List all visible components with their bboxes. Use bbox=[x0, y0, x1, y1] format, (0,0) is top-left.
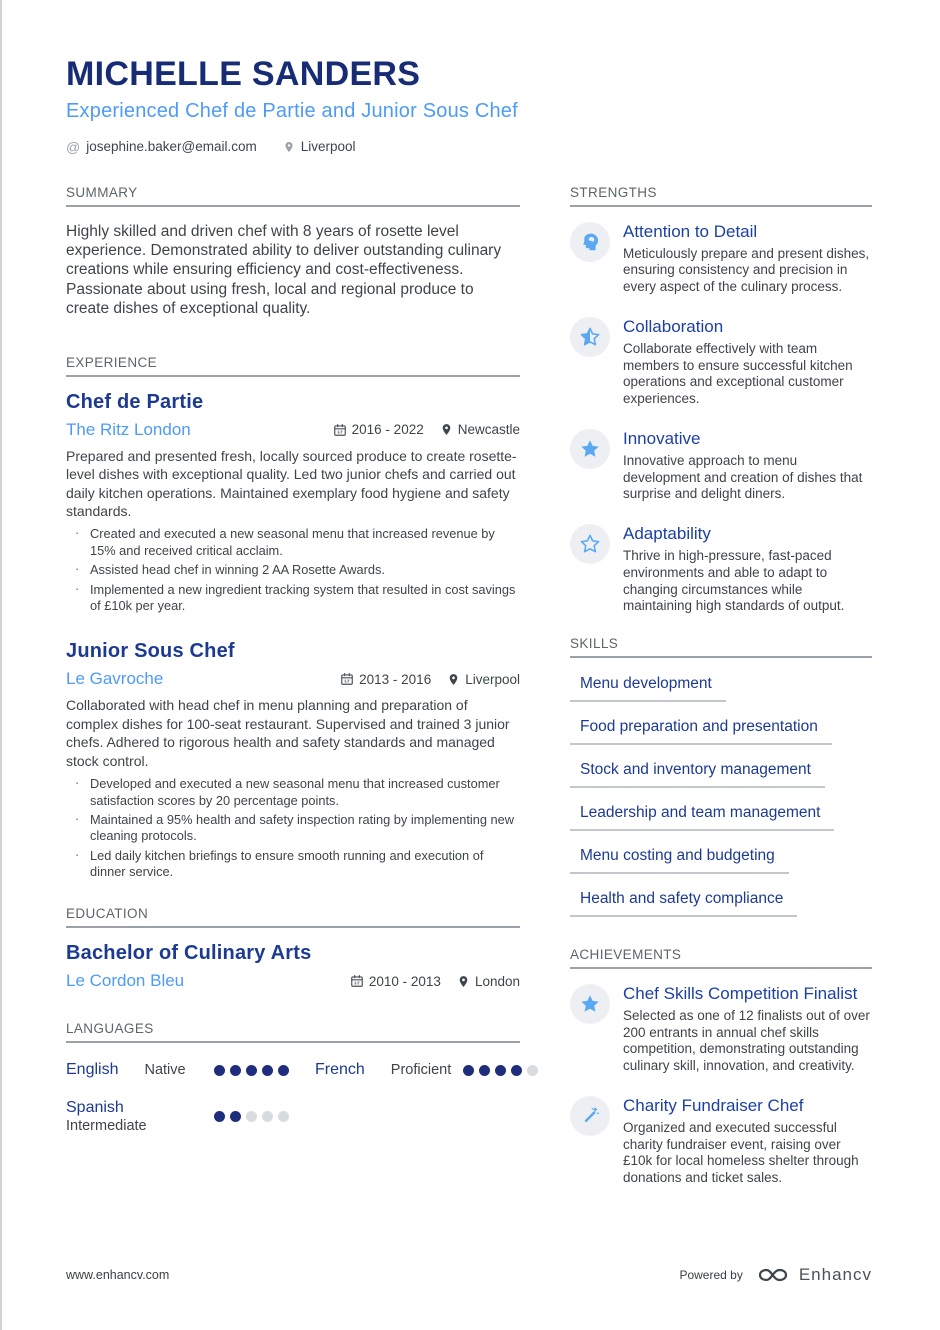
left-column bbox=[66, 185, 520, 1208]
skill-item: Stock and inventory management bbox=[570, 761, 825, 788]
strengths-section bbox=[570, 185, 872, 615]
job-subrow bbox=[66, 420, 520, 440]
calendar-icon bbox=[340, 672, 354, 686]
achievement-item bbox=[570, 1096, 872, 1187]
job-entry bbox=[66, 391, 520, 615]
education-entry bbox=[66, 942, 520, 991]
languages-label: LANGUAGES bbox=[66, 1021, 520, 1043]
contact-row bbox=[66, 139, 872, 155]
education-dates: 2010 - 2013 bbox=[368, 973, 441, 989]
degree-title: Bachelor of Culinary Arts bbox=[66, 942, 312, 965]
strength-title: Adaptability bbox=[623, 524, 711, 544]
skill-item: Food preparation and presentation bbox=[570, 718, 832, 745]
language-name: English bbox=[66, 1061, 119, 1079]
job-bullets bbox=[66, 526, 520, 614]
achievement-text: Selected as one of 12 finalists out of over 200 entrants in annual chef skills competition, demonstrating outstanding culinary skill, innovation, and creativity. bbox=[623, 1007, 870, 1074]
job-location: Newcastle bbox=[457, 422, 520, 438]
job-bullets bbox=[66, 776, 520, 880]
language-level: Native bbox=[144, 1062, 186, 1079]
resume-header bbox=[0, 0, 940, 155]
job-bullet: · Led daily kitchen briefings to ensure smooth running and execution of dinner service. bbox=[66, 848, 520, 881]
achievement-item bbox=[570, 984, 872, 1075]
summary-label: SUMMARY bbox=[66, 185, 520, 207]
location-text: Liverpool bbox=[300, 139, 356, 155]
star-filled-icon bbox=[579, 993, 601, 1015]
language-level: Proficient bbox=[390, 1062, 452, 1079]
star-filled-icon bbox=[579, 438, 601, 460]
location-pin-icon bbox=[283, 140, 295, 154]
powered-by-text: Powered by bbox=[679, 1268, 743, 1282]
job-description: Prepared and presented fresh, locally sourced produce to create rosette-level dishes with exceptional quality. Led two junior chefs and carried out daily kitchen operations. Maintained exemplary food hygiene and safety standards. bbox=[66, 447, 517, 519]
skills-label: SKILLS bbox=[570, 636, 872, 658]
resume-body bbox=[0, 155, 940, 1208]
job-bullet: · Created and executed a new seasonal menu that increased revenue by 15% and received critical acclaim. bbox=[66, 526, 520, 559]
language-rating-dots bbox=[214, 1065, 289, 1076]
language-item bbox=[315, 1061, 538, 1079]
strength-text: Innovative approach to menu development and creation of dishes that surprise and delight diners. bbox=[623, 452, 863, 502]
star-outline-icon bbox=[579, 533, 601, 555]
job-dates: 2016 - 2022 bbox=[351, 422, 424, 438]
job-description: Collaborated with head chef in menu planning and preparation of complex dishes for 100-seat restaurant. Supervised and trained 3 junior chefs. Adhered to rigorous health and safety standards and managed stock control. bbox=[66, 697, 510, 769]
job-title: Chef de Partie bbox=[66, 390, 204, 413]
calendar-icon bbox=[350, 974, 364, 988]
job-bullet: · Assisted head chef in winning 2 AA Rosette Awards. bbox=[66, 562, 520, 578]
achievements-section bbox=[570, 947, 872, 1187]
strength-title: Attention to Detail bbox=[623, 221, 758, 241]
language-name: Spanish bbox=[66, 1099, 124, 1117]
job-bullet: · Maintained a 95% health and safety inspection rating by implementing new cleaning protocols. bbox=[66, 812, 520, 845]
summary-text: Highly skilled and driven chef with 8 years of rosette level experience. Demonstrated ability to deliver outstanding culinary creations while ensuring efficiency and cost-effectiveness. Passionate about using fresh, local and regional produce to create dishes of exceptional quality. bbox=[66, 222, 502, 318]
strength-item bbox=[570, 429, 872, 503]
email-text[interactable]: josephine.baker@email.com bbox=[86, 139, 257, 155]
language-rating-dots bbox=[463, 1065, 538, 1076]
school-name: Le Cordon Bleu bbox=[66, 971, 185, 991]
skill-item: Menu costing and budgeting bbox=[570, 847, 789, 874]
location-item bbox=[283, 139, 356, 154]
right-column bbox=[570, 185, 872, 1208]
strength-item bbox=[570, 317, 872, 408]
education-subrow bbox=[66, 971, 520, 991]
job-meta bbox=[333, 422, 520, 437]
summary-section bbox=[66, 185, 520, 319]
job-bullet: · Developed and executed a new seasonal menu that increased customer satisfaction scores by 20 percentage points. bbox=[66, 776, 520, 809]
language-item bbox=[66, 1061, 289, 1079]
language-name: French bbox=[315, 1061, 365, 1079]
job-dates: 2013 - 2016 bbox=[359, 671, 432, 687]
language-rating-dots bbox=[214, 1111, 289, 1122]
enhancv-brand[interactable] bbox=[755, 1264, 872, 1286]
enhancv-logo-icon bbox=[755, 1264, 791, 1286]
education-location: London bbox=[474, 973, 520, 989]
skills-list bbox=[570, 675, 872, 917]
job-dates-item bbox=[340, 672, 431, 687]
job-entry bbox=[66, 640, 520, 880]
skill-item: Leadership and team management bbox=[570, 804, 834, 831]
strength-title: Innovative bbox=[623, 428, 701, 448]
email-item[interactable] bbox=[66, 139, 257, 155]
job-location-item bbox=[440, 422, 520, 437]
enhancv-brand-name: Enhancv bbox=[798, 1265, 872, 1284]
location-pin-icon bbox=[457, 974, 470, 989]
email-at-icon: @ bbox=[66, 138, 81, 155]
calendar-icon bbox=[333, 423, 347, 437]
achievement-text: Organized and executed successful charity fundraiser event, raising over £10k for local homeless shelter through donations and ticket sales. bbox=[623, 1119, 859, 1186]
languages-section bbox=[66, 1021, 520, 1134]
job-dates-item bbox=[333, 422, 424, 437]
strength-title: Collaboration bbox=[623, 316, 724, 336]
strengths-label: STRENGTHS bbox=[570, 185, 872, 207]
page-footer bbox=[66, 1264, 872, 1286]
language-item bbox=[66, 1099, 289, 1134]
achievement-title: Chef Skills Competition Finalist bbox=[623, 983, 858, 1003]
strength-item bbox=[570, 222, 872, 296]
job-location-item bbox=[447, 672, 520, 687]
half-star-icon bbox=[579, 326, 601, 348]
job-title: Junior Sous Chef bbox=[66, 640, 235, 663]
achievements-label: ACHIEVEMENTS bbox=[570, 947, 872, 969]
language-level: Intermediate bbox=[66, 1118, 147, 1135]
job-location: Liverpool bbox=[465, 671, 520, 687]
education-section bbox=[66, 906, 520, 991]
company-name: The Ritz London bbox=[66, 419, 191, 439]
strength-item bbox=[570, 524, 872, 615]
education-label: EDUCATION bbox=[66, 906, 520, 928]
job-subrow bbox=[66, 669, 520, 689]
location-pin-icon bbox=[440, 422, 453, 437]
magic-wand-icon bbox=[579, 1105, 601, 1127]
job-meta bbox=[340, 672, 520, 687]
languages-grid bbox=[66, 1061, 520, 1134]
education-dates-item bbox=[350, 974, 441, 989]
education-location-item bbox=[457, 974, 520, 989]
skill-item: Menu development bbox=[570, 675, 726, 702]
head-mind-icon bbox=[579, 231, 601, 253]
strength-text: Meticulously prepare and present dishes, ensuring consistency and precision in every aspect of the culinary process. bbox=[623, 245, 870, 295]
strength-text: Thrive in high-pressure, fast-paced environments and able to adapt to changing circumstances while maintaining high standards of output. bbox=[623, 548, 845, 614]
footer-site-link[interactable]: www.enhancv.com bbox=[66, 1268, 170, 1282]
achievement-title: Charity Fundraiser Chef bbox=[623, 1095, 804, 1115]
experience-label: EXPERIENCE bbox=[66, 355, 520, 377]
location-pin-icon bbox=[447, 672, 460, 687]
education-meta bbox=[350, 974, 520, 989]
strength-text: Collaborate effectively with team members to ensure successful kitchen operations and exceptional customer experiences. bbox=[623, 340, 853, 407]
skills-section bbox=[570, 636, 872, 917]
experience-section bbox=[66, 355, 520, 881]
company-name: Le Gavroche bbox=[66, 669, 164, 689]
candidate-name: MICHELLE SANDERS bbox=[66, 55, 421, 93]
skill-item: Health and safety compliance bbox=[570, 890, 797, 917]
job-bullet: · Implemented a new ingredient tracking system that resulted in cost savings of £10k per year. bbox=[66, 582, 520, 615]
candidate-headline: Experienced Chef de Partie and Junior Sous Chef bbox=[66, 99, 518, 122]
